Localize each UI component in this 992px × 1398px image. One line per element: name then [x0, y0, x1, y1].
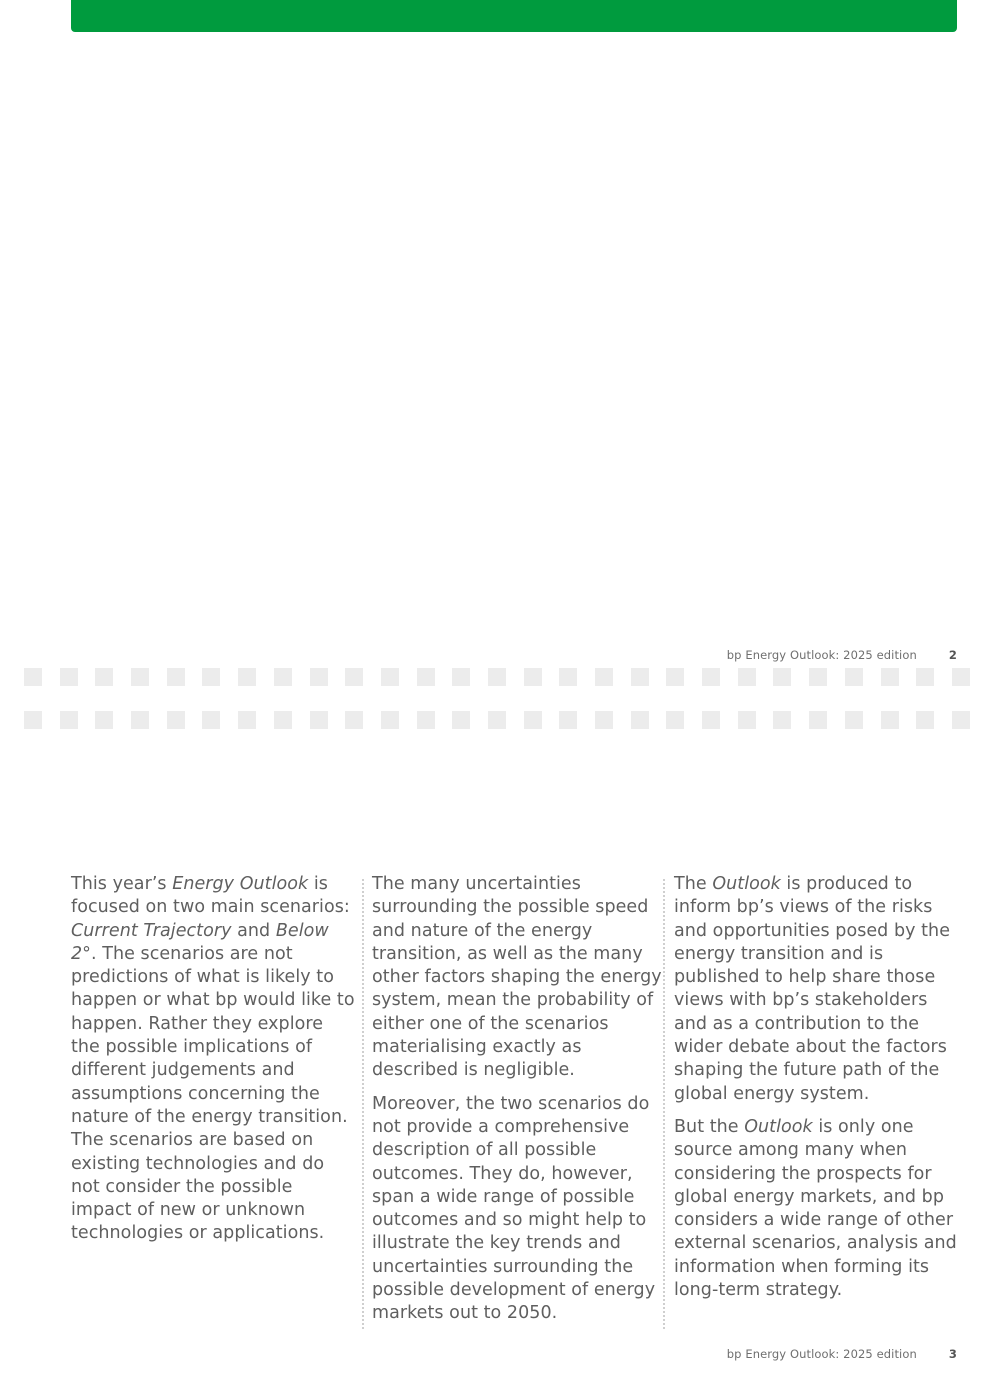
- italic-title-outlook: Outlook: [712, 874, 781, 894]
- text-column-3: [674, 873, 964, 1312]
- decorative-square: [310, 668, 328, 686]
- decorative-square: [595, 668, 613, 686]
- text-run: The: [674, 874, 713, 894]
- decorative-square: [238, 711, 256, 729]
- decorative-square: [202, 711, 220, 729]
- footer-edition-label: bp Energy Outlook: 2025 edition: [726, 648, 917, 662]
- decorative-square: [274, 668, 292, 686]
- footer-edition-label: bp Energy Outlook: 2025 edition: [726, 1347, 917, 1361]
- decorative-square: [809, 668, 827, 686]
- decorative-square: [881, 711, 899, 729]
- column-divider-2: [663, 879, 665, 1329]
- decorative-square: [738, 711, 756, 729]
- decorative-square: [274, 711, 292, 729]
- decorative-square: [452, 711, 470, 729]
- decorative-square: [631, 711, 649, 729]
- decorative-square: [488, 711, 506, 729]
- decorative-square: [773, 668, 791, 686]
- decorative-square: [809, 711, 827, 729]
- italic-scenario-below-2: Below 2°: [71, 920, 329, 964]
- decorative-square: [595, 711, 613, 729]
- text-run: is produced to inform bp’s views of the risks and opportunities posed by the energy transition and is published to help share those views with bp’s stakeholders and as a contribution to the wider debate about the factors shaping the future path of the global energy system.: [674, 874, 951, 1104]
- footer-page-number: 3: [948, 1347, 957, 1361]
- decorative-square: [881, 668, 899, 686]
- decorative-square: [559, 668, 577, 686]
- decorative-square: [131, 668, 149, 686]
- decorative-square: [381, 711, 399, 729]
- column-3-paragraph-2: [674, 1116, 964, 1302]
- decorative-square: [238, 668, 256, 686]
- decorative-square: [952, 711, 970, 729]
- page-footer-bottom: [600, 1346, 957, 1362]
- text-columns: [71, 873, 961, 1329]
- header-green-bar: [71, 0, 957, 32]
- decorative-square: [738, 668, 756, 686]
- decorative-square: [24, 711, 42, 729]
- decorative-square: [631, 668, 649, 686]
- decorative-square: [381, 668, 399, 686]
- text-run: This year’s: [71, 874, 173, 894]
- footer-page-number: 2: [948, 648, 957, 662]
- decorative-square: [488, 668, 506, 686]
- column-3-paragraph-1: [674, 873, 964, 1106]
- column-2-paragraph-2: Moreover, the two scenarios do not provide a comprehensive description of all possible outcomes. They do, however, span a wide range of possible outcomes and so might help to illustrate the key trends and uncertainties surrounding the possible development of energy markets out to 2050.: [372, 1093, 656, 1324]
- text-run: is focused on two main scenarios:: [71, 874, 350, 918]
- decorative-square: [524, 711, 542, 729]
- decorative-square: [702, 711, 720, 729]
- decorative-square: [952, 668, 970, 686]
- decorative-square: [131, 711, 149, 729]
- decorative-square: [60, 668, 78, 686]
- page-footer-top: [600, 647, 957, 663]
- decorative-square-row-top: [24, 668, 970, 686]
- decorative-square: [916, 668, 934, 686]
- decorative-square: [202, 668, 220, 686]
- column-2-paragraph-1: The many uncertainties surrounding the possible speed and nature of the energy transition, as well as the many other factors shaping the energy system, mean the probability of either one of the scenarios materialising exactly as described is negligible.: [372, 874, 662, 1081]
- text-run: . The scenarios are not predictions of what is likely to happen or what bp would like to happen. Rather they explore the possible implications of different judgements and assumptions concerning the nature of the energy transition. The scenarios are based on existing technologies and do not consider the possible impact of new or unknown technologies or applications.: [71, 943, 355, 1244]
- text-run: But the: [674, 1116, 745, 1137]
- decorative-square: [60, 711, 78, 729]
- decorative-square: [24, 668, 42, 686]
- decorative-square: [95, 711, 113, 729]
- decorative-square-row-bottom: [24, 711, 970, 729]
- column-1-paragraph-1: [71, 873, 356, 1246]
- decorative-square: [702, 668, 720, 686]
- decorative-square: [310, 711, 328, 729]
- decorative-square: [845, 668, 863, 686]
- decorative-square: [845, 711, 863, 729]
- italic-title-energy-outlook: Energy Outlook: [172, 874, 309, 894]
- decorative-square: [524, 668, 542, 686]
- decorative-square: [916, 711, 934, 729]
- decorative-square: [345, 711, 363, 729]
- decorative-square: [167, 711, 185, 729]
- text-column-1: [71, 873, 356, 1256]
- decorative-square: [345, 668, 363, 686]
- text-run: and: [231, 920, 276, 941]
- italic-title-outlook: Outlook: [744, 1116, 813, 1137]
- decorative-square: [95, 668, 113, 686]
- decorative-square: [417, 668, 435, 686]
- italic-scenario-current-trajectory: Current Trajectory: [71, 920, 232, 941]
- decorative-square: [452, 668, 470, 686]
- decorative-square: [167, 668, 185, 686]
- decorative-square: [666, 711, 684, 729]
- decorative-square: [559, 711, 577, 729]
- decorative-square: [773, 711, 791, 729]
- decorative-square: [666, 668, 684, 686]
- decorative-square: [417, 711, 435, 729]
- text-column-2: [372, 873, 662, 1336]
- column-divider-1: [362, 879, 364, 1329]
- text-run: is only one source among many when considering the prospects for global energy markets, and bp considers a wide range of other external scenarios, analysis and information when forming its long-term strategy.: [674, 1116, 957, 1301]
